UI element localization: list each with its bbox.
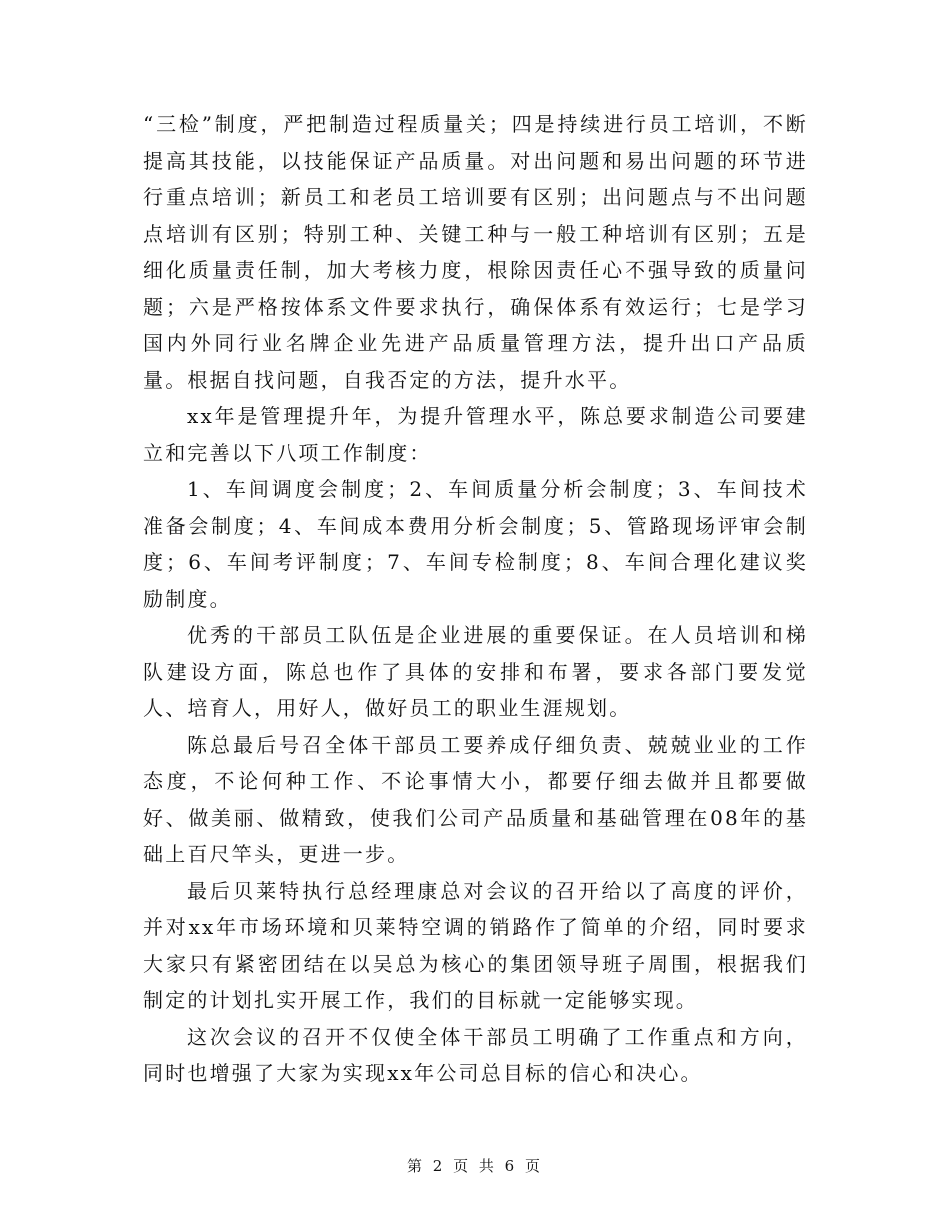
document-body	[143, 106, 808, 1092]
paragraph-staff-training: 优秀的干部员工队伍是企业进展的重要保证。在人员培训和梯队建设方面，陈总也作了具体的安排和布署，要求各部门要发觉人、培育人，用好人，做好员工的职业生涯规划。	[143, 623, 808, 720]
paragraph-conclusion: 这次会议的召开不仅使全体干部员工明确了工作重点和方向，同时也增强了大家为实现xx年公司总目标的信心和决心。	[143, 1024, 808, 1085]
paragraph-work-attitude: 陈总最后号召全体干部员工要养成仔细负责、兢兢业业的工作态度，不论何种工作、不论事情大小，都要仔细去做并且都要做好、做美丽、做精致，使我们公司产品质量和基础管理在08年的基础上百尺竿头，更进一步。	[143, 732, 808, 866]
paragraph-management-year: xx年是管理提升年，为提升管理水平，陈总要求制造公司要建立和完善以下八项工作制度：	[143, 404, 808, 465]
page-number-footer: 第 2 页 共 6 页	[407, 1157, 543, 1175]
paragraph-eight-systems: 1、车间调度会制度；2、车间质量分析会制度；3、车间技术准备会制度；4、车间成本费用分析会制度；5、管路现场评审会制度；6、车间考评制度；7、车间专检制度；8、车间合理化建议奖励制度。	[143, 477, 808, 611]
paragraph-final-evaluation: 最后贝莱特执行总经理康总对会议的召开给以了高度的评价，并对xx年市场环境和贝莱特空调的销路作了简单的介绍，同时要求大家只有紧密团结在以吴总为核心的集团领导班子周围，根据我们制定的计划扎实开展工作，我们的目标就一定能够实现。	[143, 878, 808, 1012]
paragraph-quality-measures: “三检”制度，严把制造过程质量关；四是持续进行员工培训，不断提高其技能，以技能保证产品质量。对出问题和易出问题的环节进行重点培训；新员工和老员工培训要有区别；出问题点与不出问题点培训有区别；特别工种、关键工种与一般工种培训有区别；五是细化质量责任制，加大考核力度，根除因责任心不强导致的质量问题；六是严格按体系文件要求执行，确保体系有效运行；七是学习国内外同行业名牌企业先进产品质量管理方法，提升出口产品质量。根据自找问题，自我否定的方法，提升水平。	[143, 112, 808, 392]
